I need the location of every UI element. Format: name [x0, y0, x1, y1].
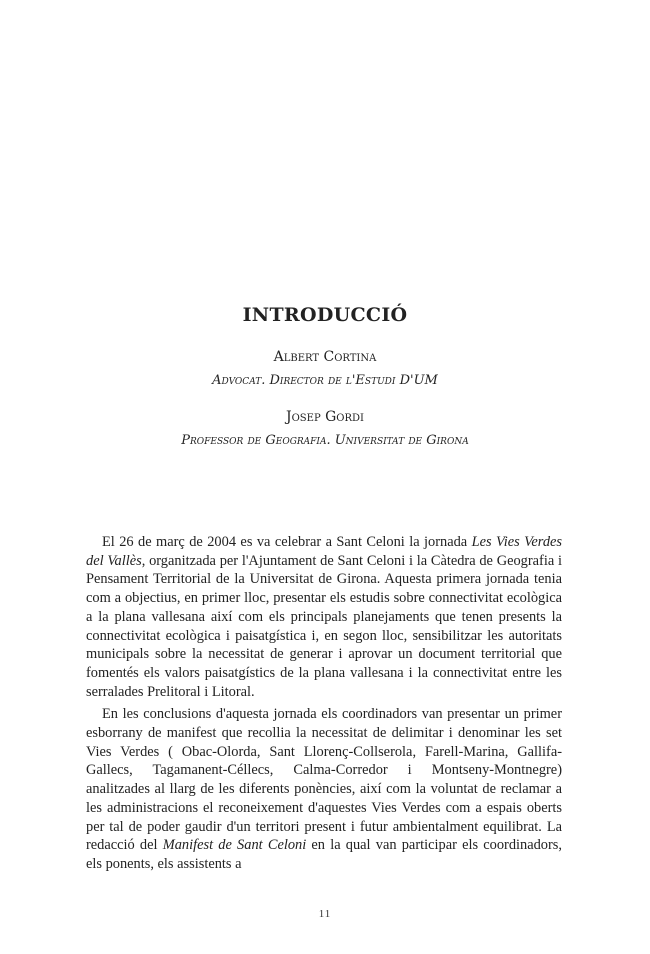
paragraph-text: , organitzada per l'Ajuntament de Sant Celoni i la Càtedra de Geografia i Pensament Territorial de la Universitat de Girona. Aquesta primera jornada tenia com a objectius, en primer lloc, presentar els estudis sobre connectivitat ecològica a la plana vallesana així com els principals planejaments que tenen presents la connectivitat ecològica i paisatgística i, en segon lloc, sensibilitzar les autoritats municipals sobre la necessitat de generar i aprovar un document territorial que fomentés els valors paisatgístics de la plana vallesana i la connectivitat entre les serralades Prelitoral i Litoral. [86, 552, 562, 700]
paragraph-text: En les conclusions d'aquesta jornada els coordinadors van presentar un primer esborrany de manifest que recollia la necessitat de delimitar i denominar les set Vies Verdes ( Obac-Olorda, Sant Llorenç-Collserola, Farell-Marina, Gallifa-Gallecs, Tagamanent-Céllecs, Calma-Corredor i Montseny-Montnegre) analitzades al llarg de les diferents ponències, així com la voluntat de reclamar a les administracions el reconeixement d'aquestes Vies Verdes com a espais oberts per tal de poder gaudir d'un territori present i futur ambientalment equilibrat. La redacció del [86, 706, 562, 854]
paragraph [86, 705, 562, 873]
paragraph [86, 533, 562, 701]
italic-title: Les Vies Verdes del Vallès [86, 534, 563, 569]
author-name: Albert Cortina [273, 349, 377, 365]
author-name: Josep Gordi [285, 409, 365, 425]
page-title: INTRODUCCIÓ [242, 304, 408, 326]
paragraph-text: El 26 de març de 2004 es va celebrar a Sant Celoni la jornada [102, 534, 472, 550]
paragraph-text: en la qual van participar els coordinadors, els ponents, els assistents a [86, 837, 562, 872]
author-affiliation: Advocat. Director de l'Estudi D'UM [212, 373, 438, 388]
page-number: 11 [318, 908, 332, 920]
body-text [86, 533, 562, 878]
author-affiliation: Professor de Geografia. Universitat de Girona [181, 433, 469, 448]
italic-title: Manifest de Sant Celoni [162, 837, 307, 854]
